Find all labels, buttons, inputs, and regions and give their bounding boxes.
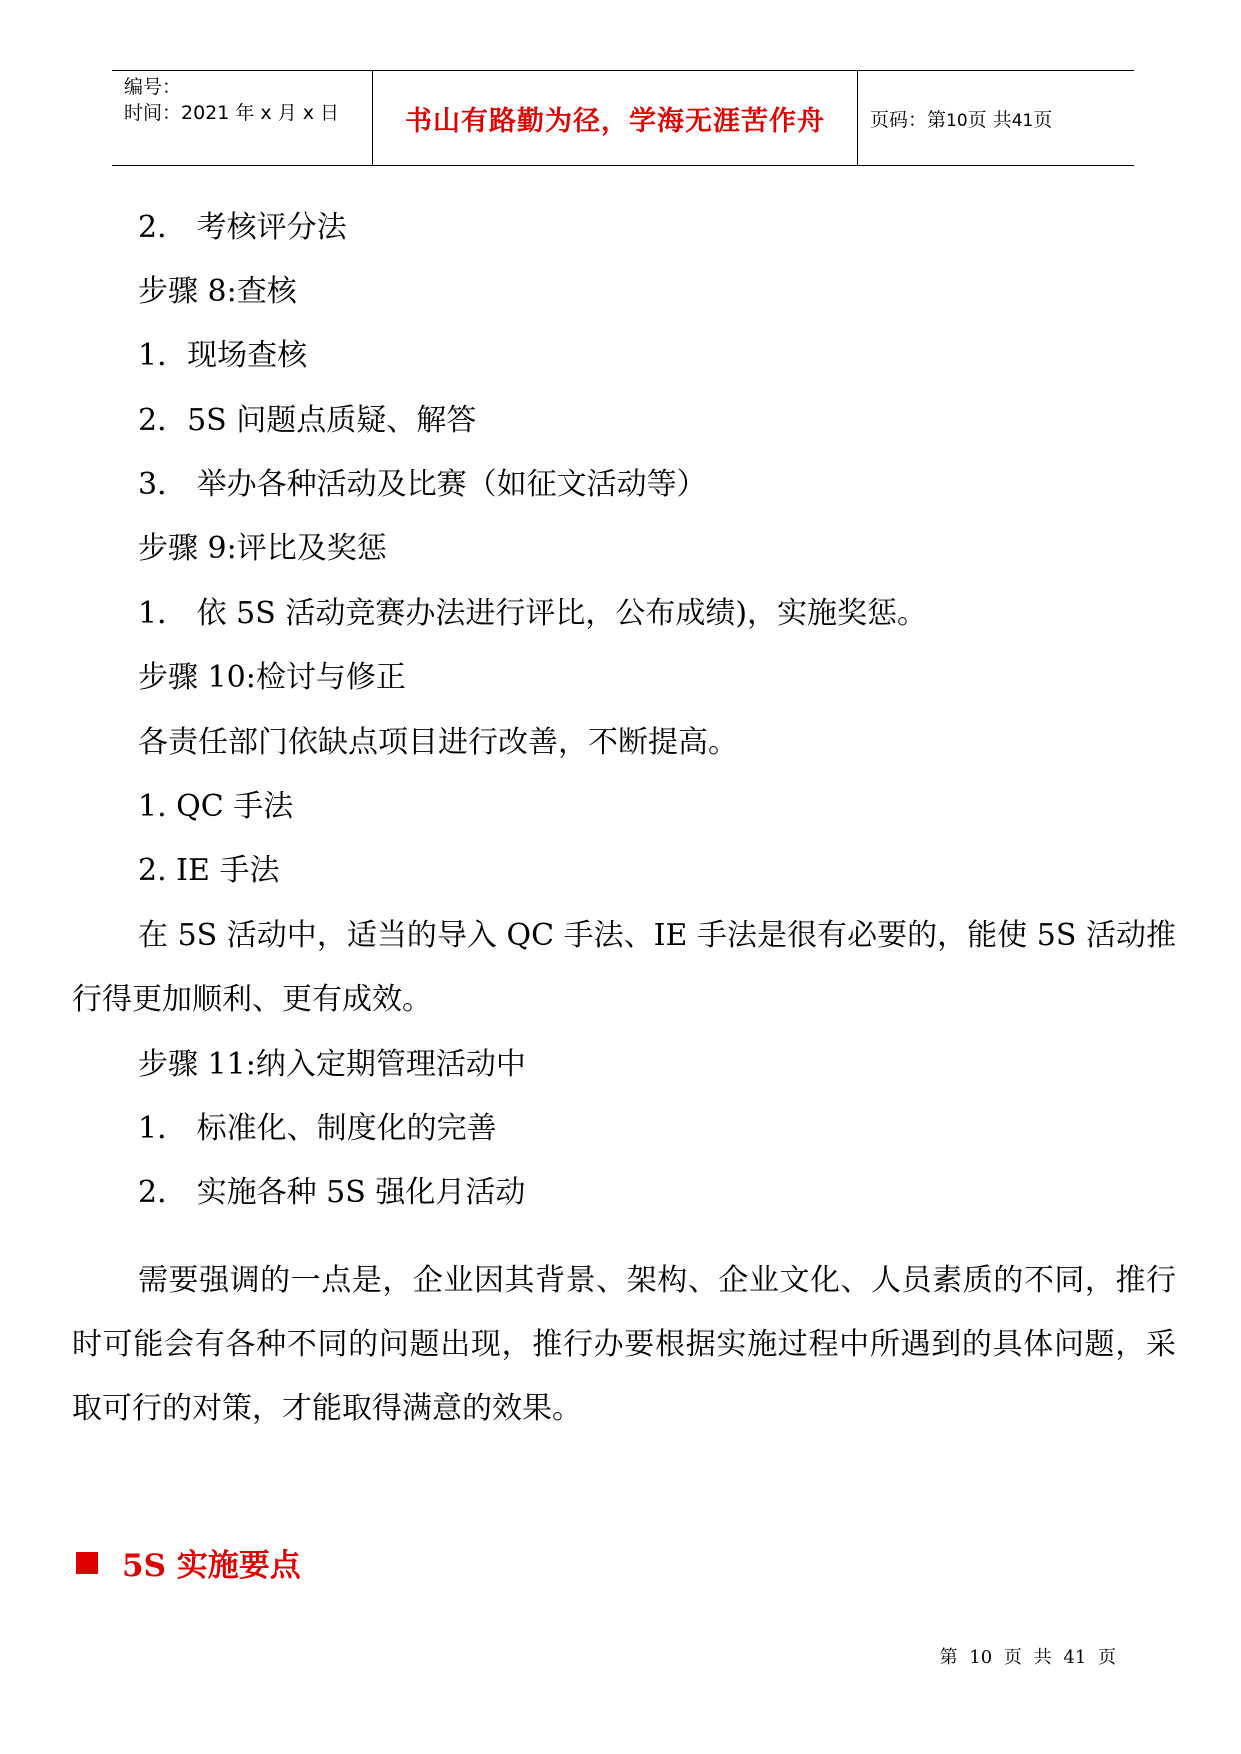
body-paragraph: 在 5S 活动中，适当的导入 QC 手法、IE 手法是很有必要的，能使 5S 活动推行得更加顺利、更有成效。 (72, 918, 1176, 1017)
section-heading (76, 1540, 301, 1585)
step-heading: 步骤 9:评比及奖惩 (138, 531, 387, 566)
page-current: 10 (946, 110, 968, 131)
header-motto: 书山有路勤为径，学海无涯苦作舟 (405, 105, 825, 137)
step-heading: 步骤 11:纳入定期管理活动中 (138, 1047, 526, 1082)
header-page-cell (858, 71, 1134, 165)
page-total: 41 (1011, 110, 1034, 131)
header-meta-cell (112, 71, 372, 165)
section-heading-text: 5S 实施要点 (122, 1548, 301, 1584)
text-line: 1． 标准化、制度化的完善 (138, 1111, 497, 1146)
text-line: 2． 考核评分法 (138, 210, 347, 245)
time-label: 时间：2021 年 x 月 x 日 (124, 102, 340, 124)
page-prefix: 页码：第 (870, 108, 947, 131)
header-motto-cell (372, 71, 858, 165)
text-line: 2. IE 手法 (138, 853, 280, 888)
text-line: 3． 举办各种活动及比赛（如征文活动等） (138, 467, 707, 502)
body-paragraph: 需要强调的一点是，企业因其背景、架构、企业文化、人员素质的不同，推行时可能会有各种不同的问题出现，推行办要根据实施过程中所遇到的具体问题，采取可行的对策，才能取得满意的效果。 (72, 1263, 1176, 1426)
page-footer: 第 10 页 共 41 页 (939, 1647, 1116, 1668)
step-heading: 步骤 8:查核 (138, 274, 297, 309)
page-suffix: 页 (1033, 108, 1053, 131)
text-line: 1． 依 5S 活动竞赛办法进行评比，公布成绩)，实施奖惩。 (138, 596, 928, 631)
text-line: 2． 实施各种 5S 强化月活动 (138, 1175, 526, 1210)
text-line: 1．现场查核 (138, 338, 308, 373)
square-bullet-icon (76, 1552, 98, 1574)
text-line: 各责任部门依缺点项目进行改善，不断提高。 (138, 725, 738, 760)
step-heading: 步骤 10:检讨与修正 (138, 660, 406, 695)
text-line: 2．5S 问题点质疑、解答 (138, 403, 477, 438)
page-mid: 页 共 (967, 108, 1012, 131)
text-line: 1. QC 手法 (138, 789, 294, 824)
header-page-info (870, 105, 1052, 132)
serial-label: 编号： (124, 76, 182, 98)
page-header (112, 70, 1134, 166)
